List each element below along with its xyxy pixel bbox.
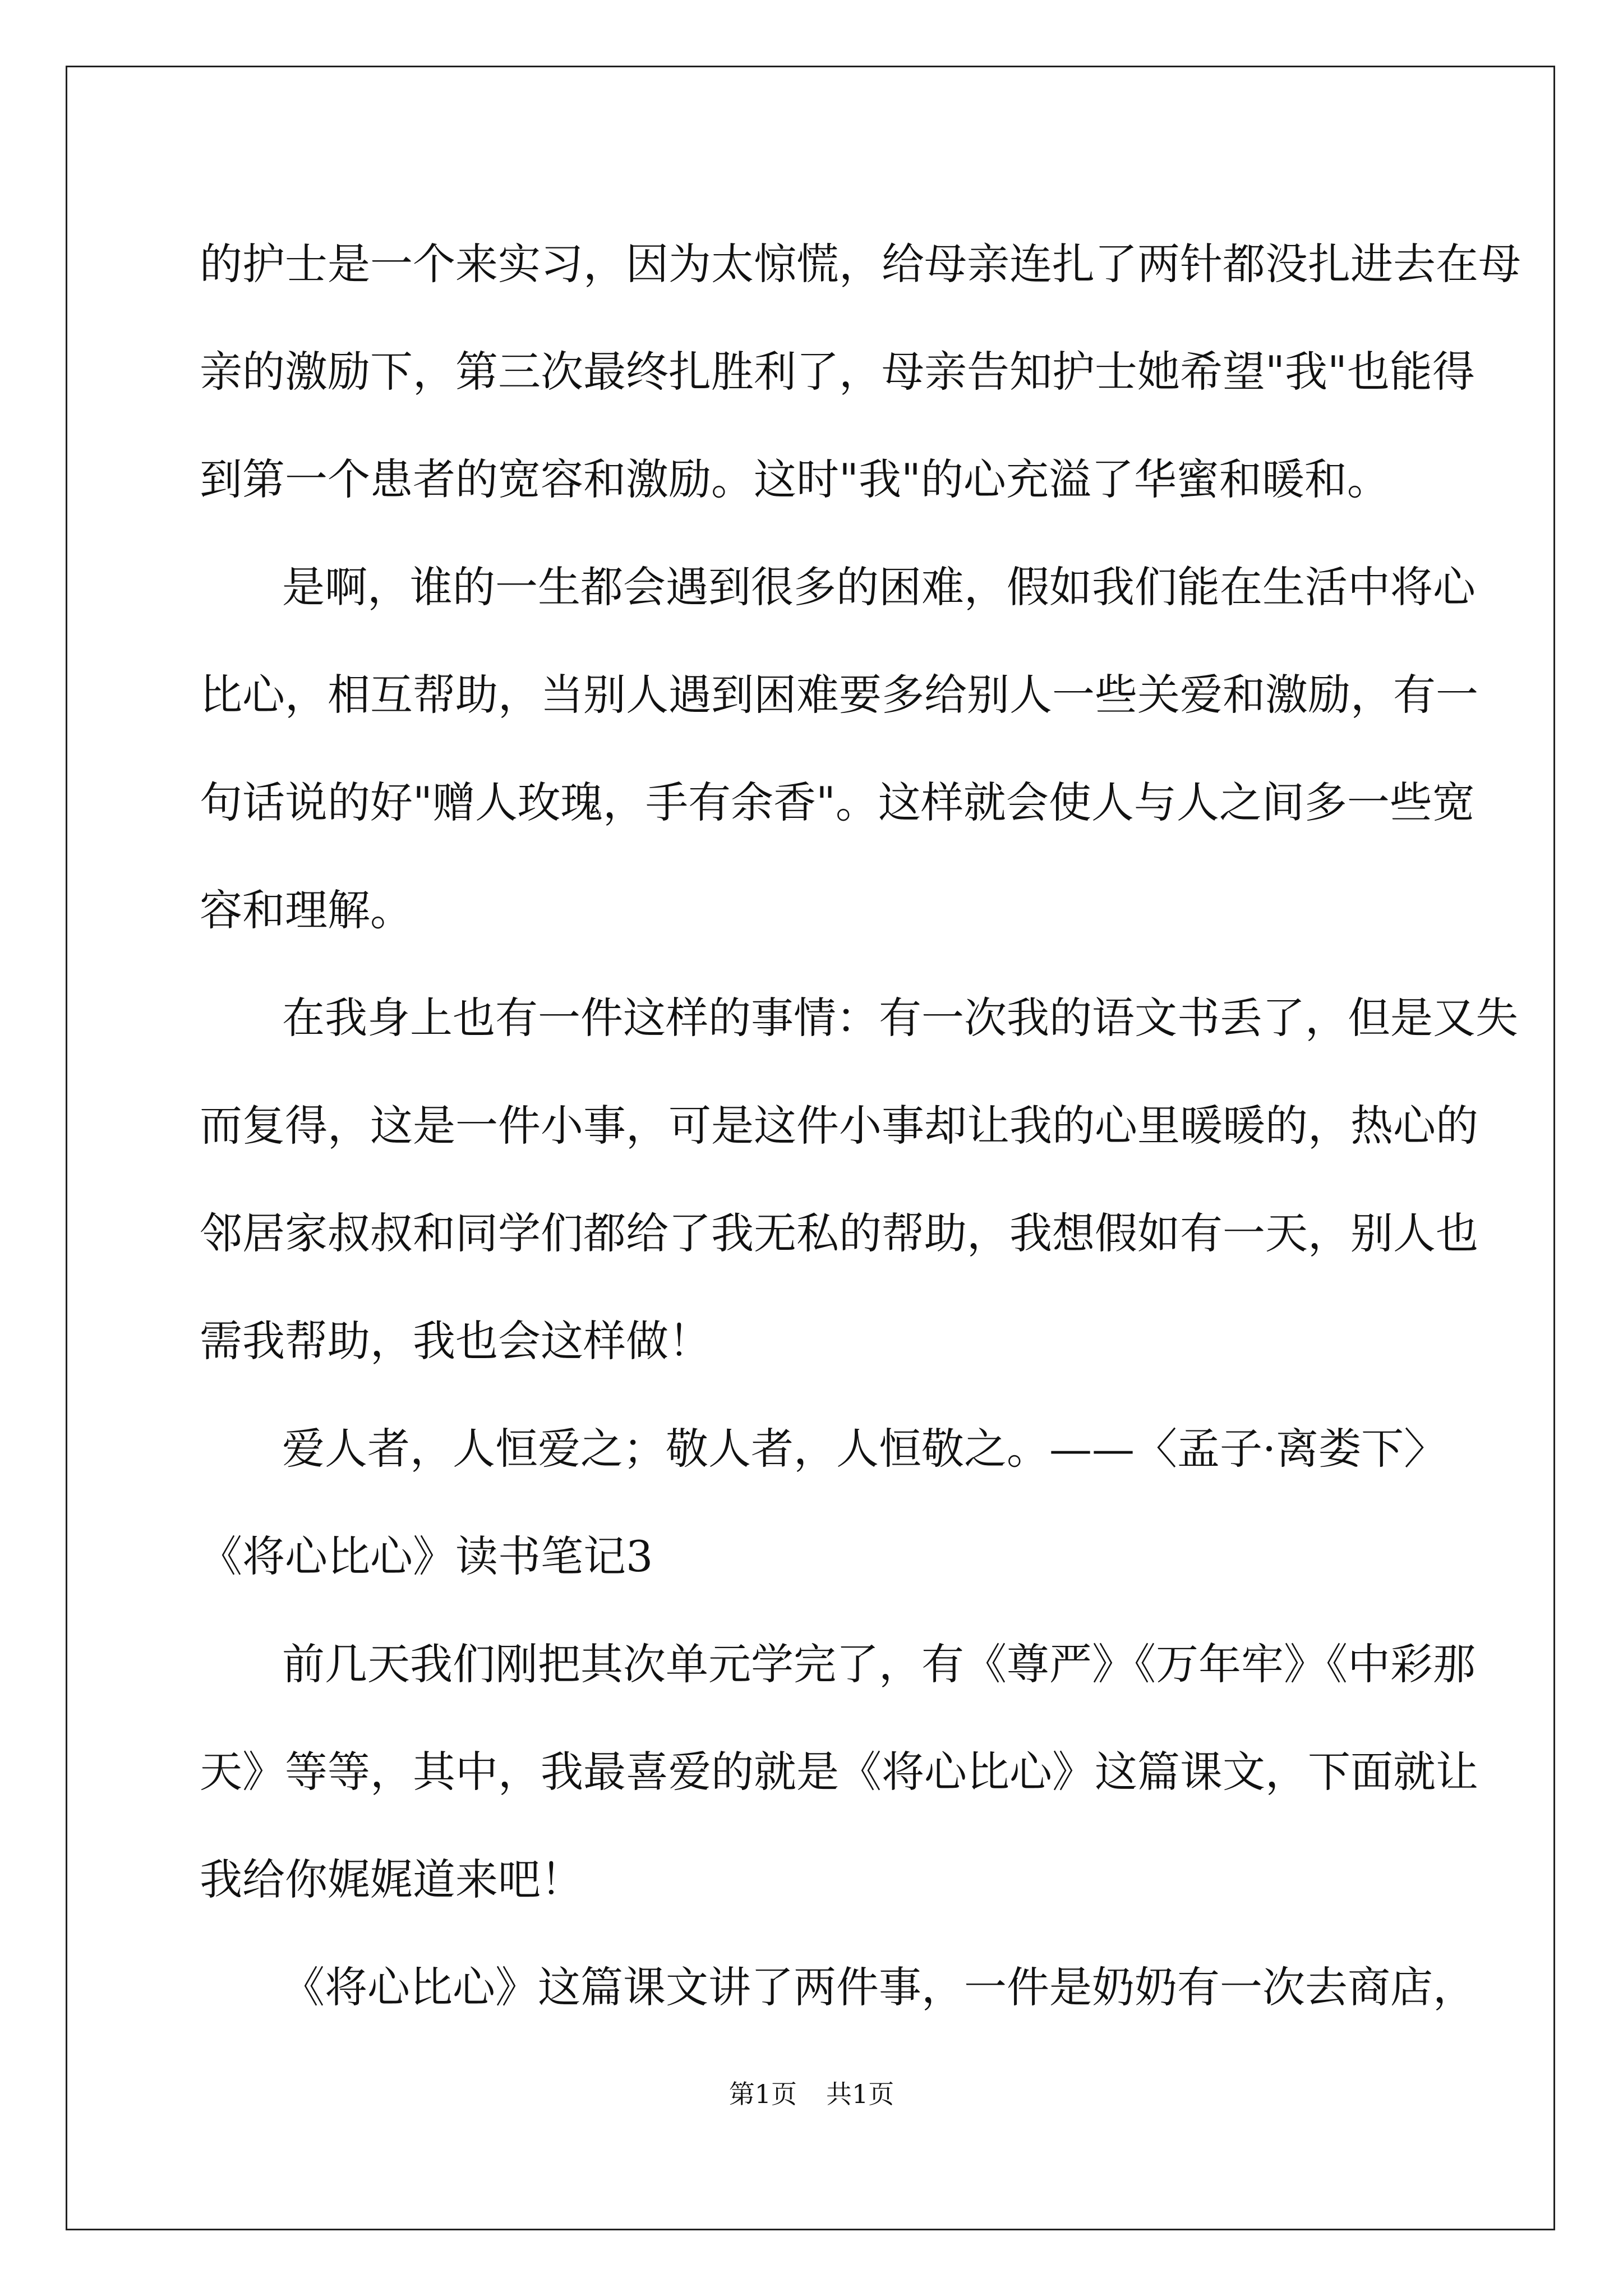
paragraph-first-line: 在我身上也有一件这样的事情：有一次我的语文书丢了，但是又失 (282, 993, 1518, 1043)
text-line: 需我帮助，我也会这样做！ (200, 1316, 711, 1366)
paragraph-first-line: 是啊，谁的一生都会遇到很多的困难，假如我们能在生活中将心 (282, 562, 1476, 612)
text-line: 到第一个患者的宽容和激励。这时"我"的心充溢了华蜜和暖和。 (200, 454, 1390, 504)
text-line: 容和理解。 (200, 885, 413, 935)
page-footer (0, 2077, 1623, 2111)
paragraph-first-line: 《将心比心》这篇课文讲了两件事，一件是奶奶有一次去商店， (282, 1962, 1476, 2012)
paragraph-first-line: 前几天我们刚把其次单元学完了，有《尊严》《万年牢》《中彩那 (282, 1639, 1476, 1689)
text-line: 邻居家叔叔和同学们都给了我无私的帮助，我想假如有一天，别人也 (200, 1208, 1478, 1258)
section-title: 《将心比心》读书笔记3 (200, 1531, 653, 1581)
document-body (200, 210, 1521, 2041)
text-line: 比心，相互帮助，当别人遇到困难要多给别人一些关爱和激励，有一 (200, 670, 1478, 720)
text-line: 的护士是一个来实习，因为太惊慌，给母亲连扎了两针都没扎进去在母 (200, 239, 1521, 289)
text-line: 亲的激励下，第三次最终扎胜利了，母亲告知护士她希望"我"也能得 (200, 347, 1475, 397)
text-line: 天》等等，其中，我最喜爱的就是《将心比心》这篇课文，下面就让 (200, 1747, 1478, 1797)
text-line: 而复得，这是一件小事，可是这件小事却让我的心里暖暖的，热心的 (200, 1101, 1478, 1151)
quote-line: 爱人者，人恒爱之；敬人者，人恒敬之。——〈孟子·离娄下〉 (282, 1424, 1447, 1474)
text-line: 我给你娓娓道来吧！ (200, 1855, 583, 1904)
page-number-current: 第1页 (728, 2079, 797, 2109)
page-number-total: 共1页 (826, 2079, 895, 2109)
text-line: 句话说的好"赠人玫瑰，手有余香"。这样就会使人与人之间多一些宽 (200, 777, 1475, 827)
